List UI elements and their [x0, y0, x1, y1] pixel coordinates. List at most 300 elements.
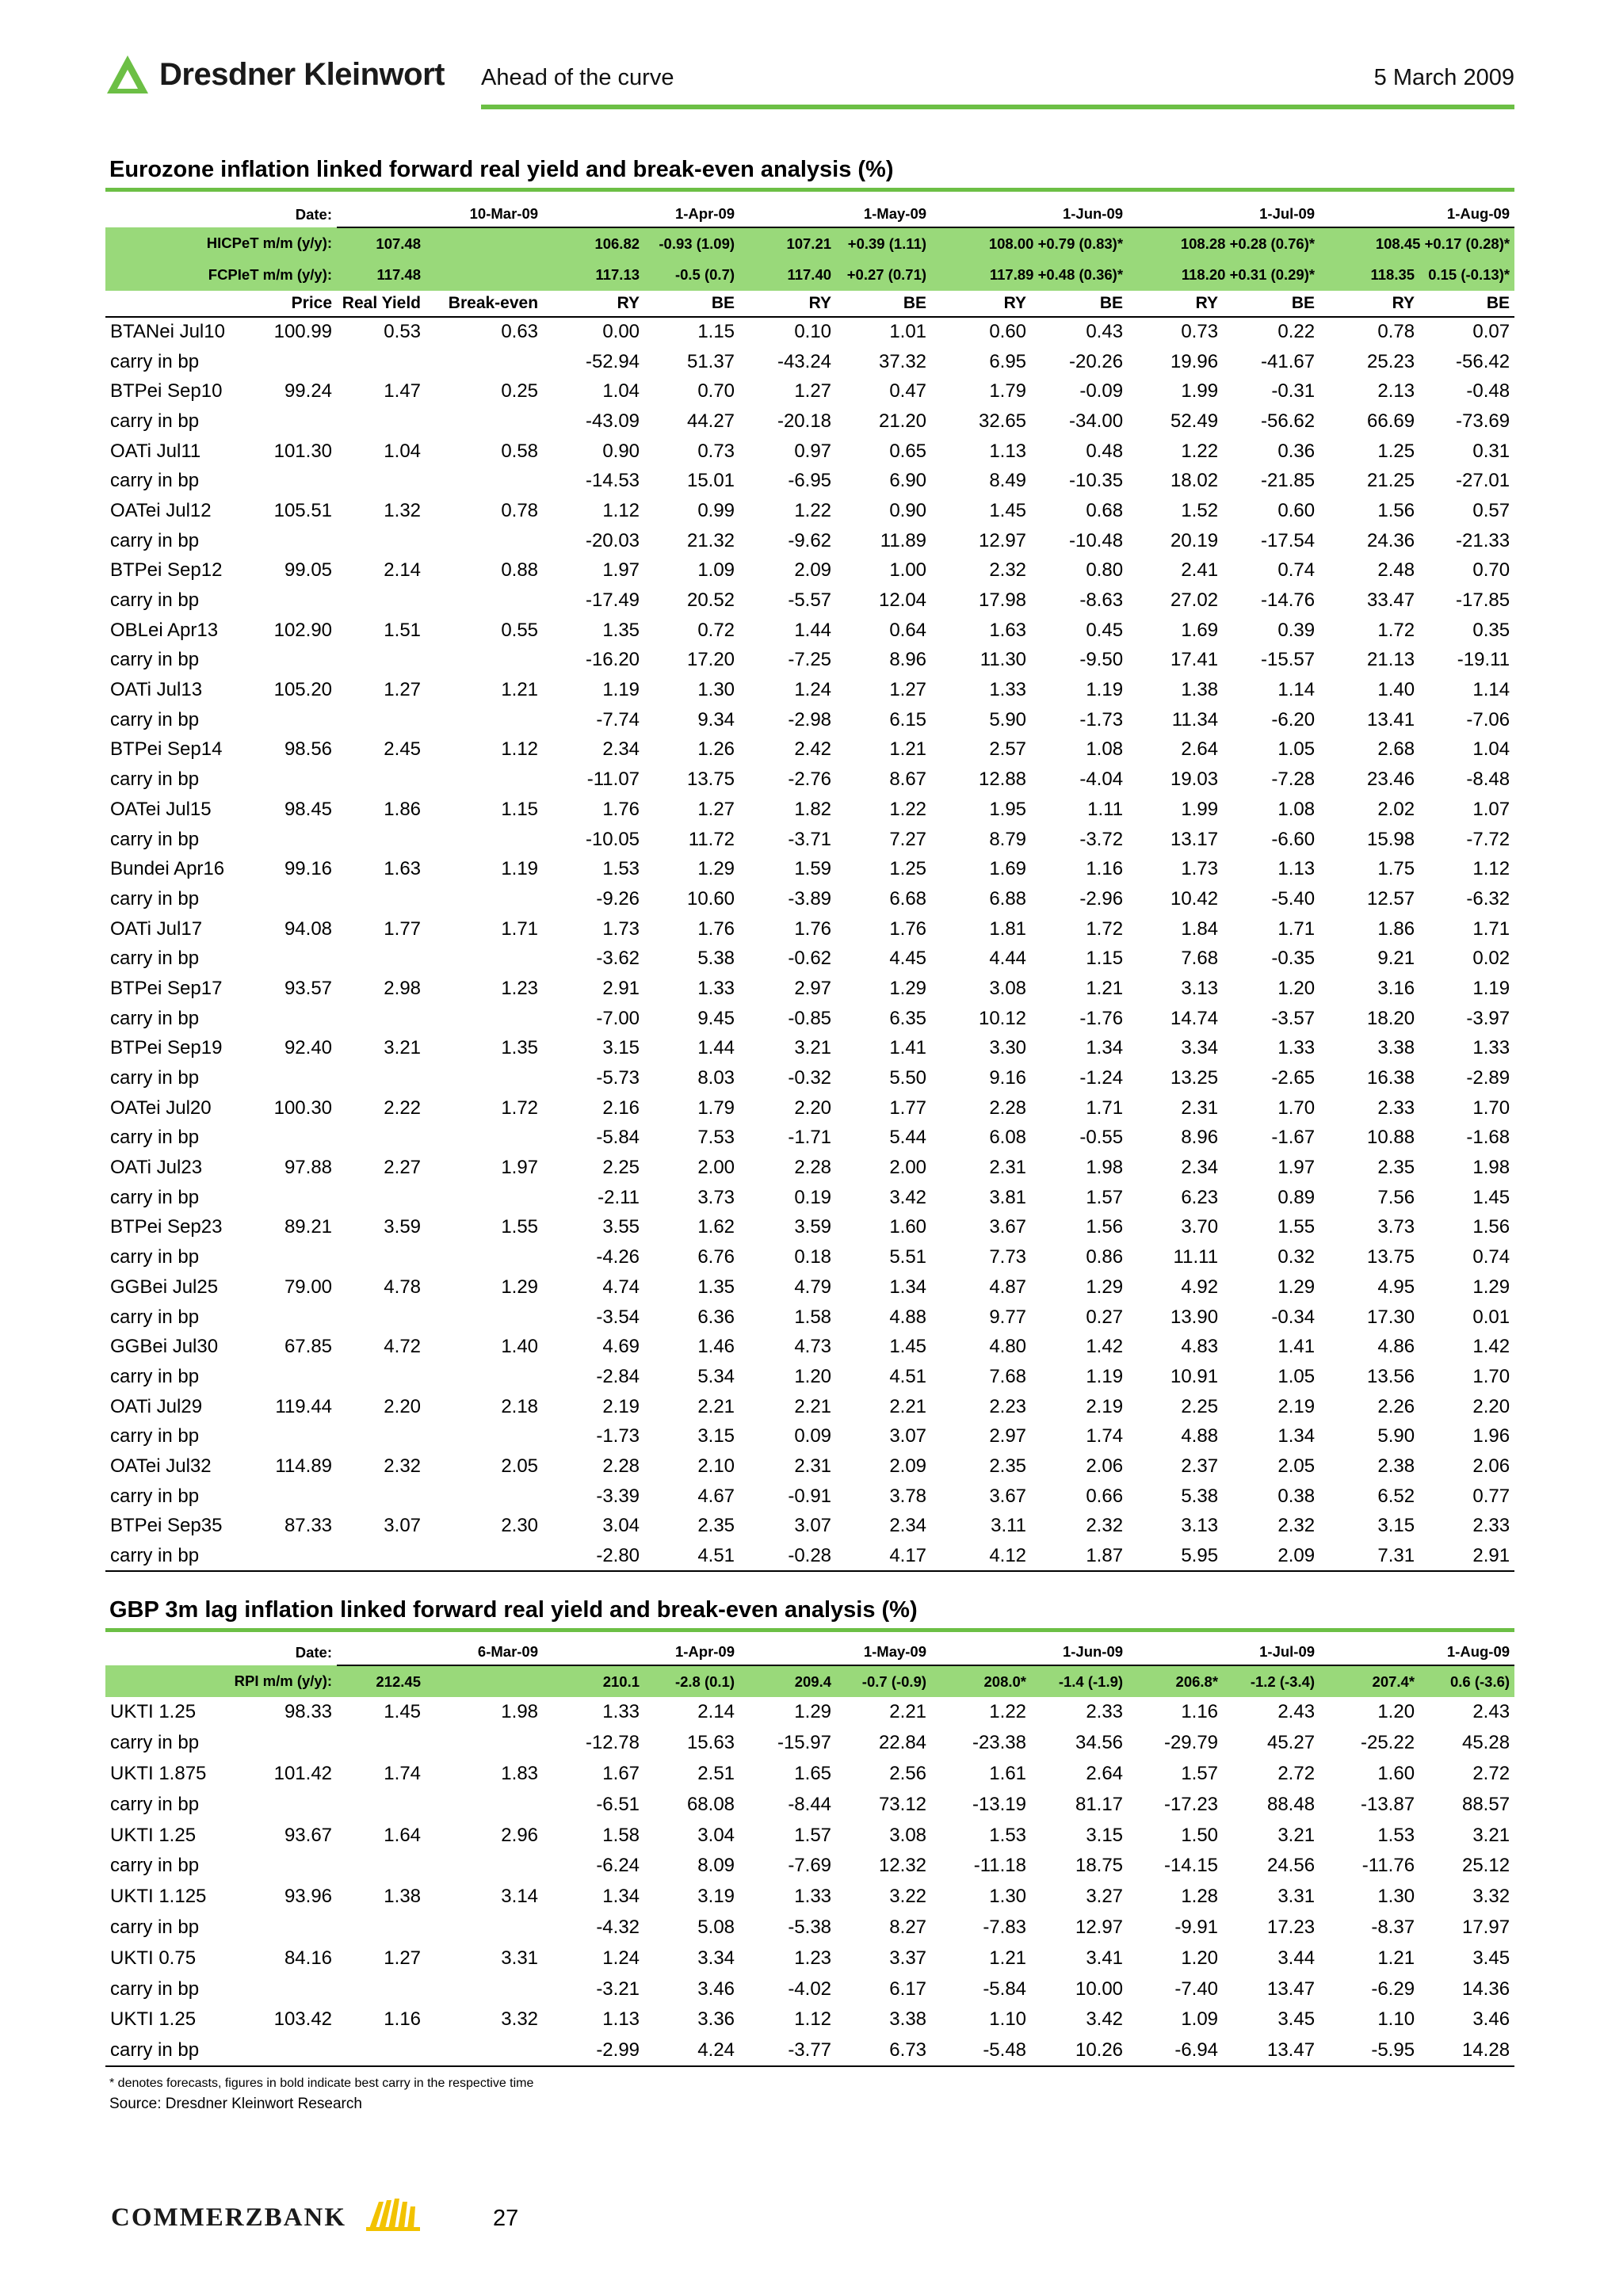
carry-label: carry in bp: [110, 1485, 200, 1507]
table-cell: 12.97: [978, 529, 1027, 551]
index-change: +0.39 (1.11): [836, 227, 931, 259]
table-cell: 2.30: [501, 1515, 539, 1537]
index-change: -2.8 (0.1): [644, 1665, 739, 1697]
bond-name: GGBei Jul25: [110, 1276, 219, 1298]
table-cell: 11.30: [980, 649, 1027, 671]
table-cell: 2.09: [794, 559, 832, 582]
table-cell: -11.07: [586, 769, 640, 791]
table-cell: [426, 1242, 543, 1272]
table-cell: [264, 1851, 337, 1882]
table-cell: 3.16: [1377, 977, 1415, 999]
table-cell: [337, 1421, 426, 1451]
table-cell: 0.73: [1181, 321, 1219, 343]
bond-name: OATi Jul11: [110, 440, 201, 462]
carry-row: [105, 1362, 1514, 1392]
bond-name: OATei Jul12: [110, 499, 212, 521]
table-cell: 73.12: [878, 1793, 927, 1815]
table-cell: 2.43: [1472, 1701, 1510, 1723]
column-header: RY: [1392, 294, 1415, 312]
table-cell: 3.30: [989, 1037, 1027, 1059]
index-spot: 117.48: [337, 259, 426, 291]
table-cell: -0.35: [1271, 948, 1316, 970]
table-cell: 2.33: [1377, 1097, 1415, 1119]
index-change: +0.27 (0.71): [836, 259, 931, 291]
table-cell: 1.34: [1277, 1425, 1316, 1447]
table-cell: 2.56: [889, 1762, 927, 1784]
table-cell: [426, 1851, 543, 1882]
table-cell: [337, 406, 426, 437]
table-cell: 4.95: [1377, 1276, 1415, 1298]
table-cell: 1.08: [1086, 738, 1124, 761]
table-cell: -8.48: [1466, 769, 1510, 791]
bond-name: UKTI 1.25: [110, 1824, 197, 1846]
carry-row: [105, 765, 1514, 795]
column-header: Real Yield: [342, 294, 422, 312]
table-cell: 3.73: [697, 1186, 735, 1208]
table-cell: [426, 2035, 543, 2066]
table-cell: -41.67: [1261, 350, 1316, 372]
table-cell: 4.87: [989, 1276, 1027, 1298]
table-cell: 1.57: [794, 1824, 832, 1846]
table-cell: 1.10: [1377, 2008, 1415, 2031]
bond-name: OATi Jul29: [110, 1395, 203, 1417]
table-cell: 1.04: [602, 380, 640, 402]
index-forward: 117.40: [739, 259, 836, 291]
table-cell: 3.32: [501, 2008, 539, 2031]
table-cell: 1.29: [501, 1276, 539, 1298]
table-cell: -56.62: [1261, 410, 1316, 432]
table-cell: 1.04: [1472, 738, 1510, 761]
table-cell: [264, 1123, 337, 1154]
table-cell: 3.15: [1086, 1824, 1124, 1846]
table-cell: 1.20: [1181, 1947, 1219, 1969]
table-cell: 1.34: [1086, 1037, 1124, 1059]
table-cell: 1.51: [384, 619, 422, 641]
table-cell: -0.48: [1466, 380, 1510, 402]
table-cell: 8.49: [989, 470, 1027, 492]
table-cell: 1.22: [989, 1701, 1027, 1723]
table-cell: 1.97: [501, 1157, 539, 1179]
table-cell: 13.25: [1170, 1067, 1219, 1089]
table-cell: 1.74: [1086, 1425, 1124, 1447]
table-cell: 1.33: [697, 977, 735, 999]
table-cell: 25.23: [1367, 350, 1415, 372]
table-cell: [264, 1004, 337, 1034]
table-cell: 20.19: [1170, 529, 1219, 551]
table-cell: 1.32: [384, 499, 422, 521]
table-cell: 98.45: [284, 798, 333, 820]
carry-label: carry in bp: [110, 1855, 200, 1877]
carry-label: carry in bp: [110, 1916, 200, 1938]
table-cell: [264, 526, 337, 556]
table-cell: 1.12: [501, 738, 539, 761]
index-forward: 118.20 +0.31 (0.29)*: [1128, 259, 1319, 291]
bond-row: [105, 1153, 1514, 1183]
bond-name: BTPei Sep14: [110, 738, 223, 761]
table-cell: 4.69: [602, 1336, 640, 1358]
table-cell: 5.90: [989, 708, 1027, 730]
table-cell: 1.12: [794, 2008, 832, 2031]
table-cell: 1.19: [1472, 977, 1510, 999]
carry-row: [105, 1302, 1514, 1333]
table-cell: [426, 1974, 543, 2004]
carry-row: [105, 585, 1514, 616]
table-cell: 1.38: [384, 1886, 422, 1908]
table-cell: 14.28: [1419, 2035, 1514, 2066]
table-cell: [264, 1242, 337, 1272]
table-cell: 1.72: [1377, 619, 1415, 641]
table-cell: 8.96: [889, 649, 927, 671]
table-cell: 1.30: [989, 1886, 1027, 1908]
table-cell: 15.01: [686, 470, 735, 492]
table-cell: -7.72: [1466, 828, 1510, 850]
table-cell: 4.72: [384, 1336, 422, 1358]
table-cell: 1.30: [697, 679, 735, 701]
table-cell: 66.69: [1367, 410, 1415, 432]
table-cell: 1.44: [794, 619, 832, 641]
table-cell: [337, 884, 426, 914]
table-cell: 11.72: [688, 828, 735, 850]
carry-label: carry in bp: [110, 1067, 200, 1089]
bond-name: BTPei Sep17: [110, 977, 223, 999]
table-cell: [337, 1123, 426, 1154]
table-cell: -2.89: [1466, 1067, 1510, 1089]
column-header: RY: [617, 294, 640, 312]
table-cell: [426, 1421, 543, 1451]
table-cell: 92.40: [284, 1037, 333, 1059]
table-cell: 67.85: [284, 1336, 333, 1358]
table-cell: [264, 705, 337, 735]
table-cell: 2.32: [1277, 1515, 1316, 1537]
table-cell: 3.21: [1472, 1824, 1510, 1846]
table-cell: 0.80: [1086, 559, 1124, 582]
carry-label: carry in bp: [110, 1425, 200, 1447]
table-cell: 3.55: [602, 1216, 640, 1238]
table-cell: [264, 406, 337, 437]
table-cell: 1.76: [697, 917, 735, 940]
table-cell: 3.21: [1277, 1824, 1316, 1846]
table-cell: 1.72: [1086, 917, 1124, 940]
table-cell: 12.97: [1075, 1916, 1124, 1938]
table-cell: 10.26: [1031, 2035, 1128, 2066]
table-cell: 2.97: [989, 1425, 1027, 1447]
table-cell: 0.18: [794, 1246, 832, 1268]
table-cell: 1.41: [889, 1037, 927, 1059]
header-subtitle: Ahead of the curve: [481, 65, 674, 90]
carry-label: carry in bp: [110, 1365, 200, 1387]
table-cell: 79.00: [284, 1276, 333, 1298]
table-cell: 1.41: [1277, 1336, 1316, 1358]
table-cell: 1.13: [989, 440, 1027, 462]
table-cell: 2.41: [1181, 559, 1219, 582]
table-cell: 1.63: [384, 858, 422, 880]
table-cell: 1.20: [1277, 977, 1316, 999]
table-cell: -6.29: [1371, 1978, 1415, 2000]
table-cell: 3.59: [794, 1216, 832, 1238]
table-cell: 1.99: [1181, 798, 1219, 820]
table-cell: 2.31: [989, 1157, 1027, 1179]
table-cell: -34.00: [1068, 410, 1124, 432]
table-cell: 6.52: [1377, 1485, 1415, 1507]
carry-row: [105, 1183, 1514, 1213]
table-cell: 5.38: [697, 948, 735, 970]
header-date: 5 March 2009: [1373, 65, 1514, 90]
table-cell: 0.86: [1086, 1246, 1124, 1268]
table-cell: [264, 944, 337, 974]
table-cell: 7.56: [1377, 1186, 1415, 1208]
table-cell: -7.83: [983, 1916, 1027, 1938]
table-cell: 3.59: [384, 1216, 422, 1238]
table-cell: [426, 1541, 543, 1571]
index-row: [105, 1665, 1514, 1697]
table-cell: 4.17: [836, 1541, 931, 1571]
table-cell: 8.79: [989, 828, 1027, 850]
table-cell: 6.68: [889, 887, 927, 910]
bond-name: OATei Jul32: [110, 1455, 212, 1477]
table-cell: 1.98: [1472, 1157, 1510, 1179]
date-header: 1-Jun-09: [931, 201, 1128, 227]
table-cell: 10.00: [1075, 1978, 1124, 2000]
table-cell: 1.76: [794, 917, 832, 940]
table-cell: -3.97: [1466, 1007, 1510, 1029]
table-cell: 3.44: [1277, 1947, 1316, 1969]
table-cell: -27.01: [1456, 470, 1510, 492]
table-cell: -7.69: [788, 1855, 832, 1877]
brand-name: Dresdner Kleinwort: [159, 57, 445, 92]
table-cell: 0.73: [697, 440, 735, 462]
index-label: HICPeT m/m (y/y):: [105, 227, 337, 259]
table-cell: 4.51: [889, 1365, 927, 1387]
index-forward: 107.21: [739, 227, 836, 259]
table-cell: 6.35: [889, 1007, 927, 1029]
table-cell: 1.34: [602, 1886, 640, 1908]
table-cell: 22.84: [878, 1732, 927, 1754]
table-cell: 1.96: [1472, 1425, 1510, 1447]
table-cell: 1.27: [889, 679, 927, 701]
column-header: Price: [291, 294, 333, 312]
table-cell: 1.57: [1181, 1762, 1219, 1784]
table-cell: 0.58: [501, 440, 539, 462]
table-cell: [105, 291, 264, 317]
table-cell: 1.77: [889, 1097, 927, 1119]
bond-name: UKTI 0.75: [110, 1947, 197, 1969]
table-cell: 105.51: [273, 499, 333, 521]
table-cell: -17.49: [585, 589, 640, 612]
table-cell: -43.24: [777, 350, 832, 372]
table-cell: 2.06: [1086, 1455, 1124, 1477]
table-cell: 1.24: [602, 1947, 640, 1969]
table-cell: 3.34: [697, 1947, 735, 1969]
table-cell: 0.65: [889, 440, 927, 462]
bond-name: OATei Jul15: [110, 798, 212, 820]
bond-name: BTPei Sep23: [110, 1216, 223, 1238]
table-cell: 0.77: [1472, 1485, 1510, 1507]
table-cell: [264, 1728, 337, 1759]
table-cell: 12.57: [1367, 887, 1415, 910]
table-cell: -7.28: [1271, 769, 1316, 791]
date-header: 10-Mar-09: [337, 201, 543, 227]
carry-label: carry in bp: [110, 948, 200, 970]
table-cell: 1.01: [889, 321, 927, 343]
table-cell: 1.76: [602, 798, 640, 820]
table-cell: -11.18: [973, 1855, 1027, 1877]
table-cell: 21.25: [1367, 470, 1415, 492]
table-cell: 1.08: [1277, 798, 1316, 820]
table-cell: 1.56: [1086, 1216, 1124, 1238]
table-cell: 3.07: [889, 1425, 927, 1447]
date-header: 1-Apr-09: [543, 1639, 739, 1665]
table-cell: [426, 1123, 543, 1154]
table-cell: 2.13: [1377, 380, 1415, 402]
table-cell: 2.45: [384, 738, 422, 761]
table-cell: 2.18: [501, 1395, 539, 1417]
table-cell: [426, 347, 543, 377]
table-cell: 16.38: [1367, 1067, 1415, 1089]
column-header: RY: [1195, 294, 1219, 312]
table-cell: 10.91: [1170, 1365, 1219, 1387]
carry-label: carry in bp: [110, 410, 200, 432]
table-cell: 2.28: [794, 1157, 832, 1179]
table-cell: [426, 705, 543, 735]
table-cell: 1.35: [602, 619, 640, 641]
table-cell: -6.60: [1271, 828, 1316, 850]
table-cell: 1.70: [1277, 1097, 1316, 1119]
table-cell: 1.53: [989, 1824, 1027, 1846]
column-header: BE: [1291, 294, 1316, 312]
table-cell: 1.27: [384, 1947, 422, 1969]
bond-row: [105, 556, 1514, 586]
table-cell: 34.56: [1075, 1732, 1124, 1754]
table-cell: [264, 1421, 337, 1451]
table-cell: 3.67: [989, 1485, 1027, 1507]
table-cell: [426, 825, 543, 855]
carry-row: [105, 1123, 1514, 1154]
table-cell: [264, 1974, 337, 2004]
table-cell: 1.46: [697, 1336, 735, 1358]
table-cell: 2.33: [1472, 1515, 1510, 1537]
carry-row: [105, 347, 1514, 377]
table-cell: -15.57: [1261, 649, 1316, 671]
table-cell: 1.05: [1277, 738, 1316, 761]
index-forward: 206.8*: [1128, 1665, 1223, 1697]
bond-name: BTPei Sep12: [110, 559, 223, 582]
column-header-row: [105, 291, 1514, 317]
table-cell: 2.25: [1181, 1395, 1219, 1417]
table-cell: 18.75: [1075, 1855, 1124, 1877]
bond-name: BTPei Sep35: [110, 1515, 223, 1537]
table-cell: 25.12: [1461, 1855, 1510, 1877]
table-cell: 2.20: [384, 1395, 422, 1417]
table-cell: 4.86: [1377, 1336, 1415, 1358]
table-cell: 1.40: [501, 1336, 539, 1358]
table-cell: -17.23: [1163, 1793, 1219, 1815]
bond-row: [105, 1332, 1514, 1362]
table-cell: 1.25: [889, 858, 927, 880]
table-cell: -43.09: [585, 410, 640, 432]
table-cell: 3.07: [384, 1515, 422, 1537]
table-cell: 1.34: [889, 1276, 927, 1298]
table-cell: [426, 1183, 543, 1213]
table-cell: 9.21: [1377, 948, 1415, 970]
carry-label: carry in bp: [110, 649, 200, 671]
bond-row: [105, 914, 1514, 944]
bond-name: OATi Jul23: [110, 1157, 203, 1179]
carry-label: carry in bp: [110, 1793, 200, 1815]
table-cell: [337, 1302, 426, 1333]
carry-label: carry in bp: [110, 589, 200, 612]
table-cell: 1.71: [1277, 917, 1316, 940]
table-cell: [426, 526, 543, 556]
table-cell: 2.21: [697, 1395, 735, 1417]
table-cell: 1.69: [1181, 619, 1219, 641]
bond-name: BTPei Sep10: [110, 380, 223, 402]
table-cell: 11.11: [1173, 1246, 1219, 1268]
table-cell: 1.63: [989, 619, 1027, 641]
table-cell: 3.14: [501, 1886, 539, 1908]
table-cell: -3.57: [1271, 1007, 1316, 1029]
table-cell: -6.20: [1271, 708, 1316, 730]
table-cell: 1.97: [602, 559, 640, 582]
table-cell: -2.96: [1079, 887, 1124, 910]
table-cell: 0.31: [1472, 440, 1510, 462]
table-cell: -0.32: [788, 1067, 832, 1089]
table-cell: 1.19: [1086, 1365, 1124, 1387]
table-cell: 3.73: [1377, 1216, 1415, 1238]
table-cell: 2.34: [889, 1515, 927, 1537]
table-cell: 1.79: [697, 1097, 735, 1119]
table-cell: 1.57: [1086, 1186, 1124, 1208]
table-cell: 0.07: [1472, 321, 1510, 343]
table-cell: 3.15: [1377, 1515, 1415, 1537]
table-cell: 89.21: [284, 1216, 333, 1238]
table-cell: 3.27: [1086, 1886, 1124, 1908]
table-cell: 3.08: [989, 977, 1027, 999]
table-cell: 2.20: [1472, 1395, 1510, 1417]
index-change: -1.2 (-3.4): [1223, 1665, 1319, 1697]
table-cell: 2.32: [989, 559, 1027, 582]
table-cell: 1.77: [384, 917, 422, 940]
table-cell: 1.30: [1377, 1886, 1415, 1908]
table-cell: 1.15: [501, 798, 539, 820]
date-header: 1-Jul-09: [1128, 1639, 1319, 1665]
table-cell: 99.16: [284, 858, 333, 880]
table-cell: 51.37: [686, 350, 735, 372]
table-cell: 101.42: [273, 1762, 333, 1784]
table-cell: 0.60: [989, 321, 1027, 343]
index-label: RPI m/m (y/y):: [105, 1665, 337, 1697]
table-cell: -4.02: [788, 1978, 832, 2000]
table-cell: 8.03: [697, 1067, 735, 1089]
table-cell: 1.95: [989, 798, 1027, 820]
table-cell: 1.69: [989, 858, 1027, 880]
table-cell: 2.96: [501, 1824, 539, 1846]
table-cell: -20.18: [777, 410, 832, 432]
table-cell: 1.19: [501, 858, 539, 880]
table-cell: 1.12: [1472, 858, 1510, 880]
table-cell: -9.62: [788, 529, 832, 551]
table-cell: 1.79: [989, 380, 1027, 402]
bond-row: [105, 1512, 1514, 1542]
table-cell: 2.31: [1181, 1097, 1219, 1119]
table-cell: -11.76: [1361, 1855, 1415, 1877]
table-cell: 11.89: [880, 529, 927, 551]
table-cell: 1.60: [889, 1216, 927, 1238]
table-cell: 13.47: [1223, 2035, 1319, 2066]
date-row: [105, 1639, 1514, 1665]
table-cell: 1.13: [1277, 858, 1316, 880]
bond-row: [105, 974, 1514, 1004]
table-cell: -0.55: [1079, 1127, 1124, 1149]
